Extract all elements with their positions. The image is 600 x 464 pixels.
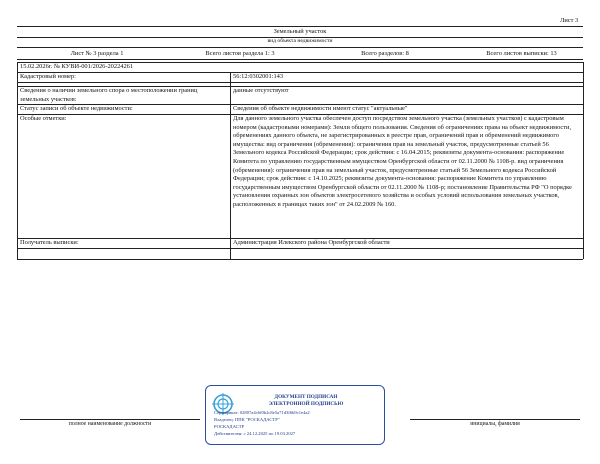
section-subtitle: вид объекта недвижимости	[267, 38, 333, 44]
special-notes-value: Для данного земельного участка обеспечен доступ посредством земельного участка (земельных участков) с кадастровым номером (кадастровыми номерами): Земли общего пользования. Сведения об ограничениях права на объект недвижимости, обременениях данного объекта, не зарегистрированных в реестре прав, ограничений прав и обременений недвижимого имущества: вид ограничения (обременения): ограничения прав на земельный участок, предусмотренные статьей 56 Земельного кодекса Российской Федерации; срок действия: с 16.04.2015; реквизиты документа-основания: распоряжение Комитета по управлению государственным имуществом Оренбургской области от 02.11.2000 № 1108-р. вид ограничения (обременения): ограничения прав на земельный участок, предусмотренные статьей 56 Земельного кодекса Российской Федерации; срок действия: с 14.10.2025; реквизиты документа-основания: распоряжение Комитета по управлению государственным имуществом Оренбургской области от 02.11.2000 № 1108-р; постановление Правительства РФ "О порядке установления охранных зон объектов электросетевого хозяйства и особых условий использования земельных участков, расположенных в границах таких зон" от 24.02.2009 № 160.	[233, 115, 572, 208]
special-notes-label: Особые отметки:	[20, 115, 67, 122]
total-sheets-section: Всего листов раздела 1: 3	[205, 50, 275, 57]
cadastral-value: 56:12:0302001:143	[233, 73, 284, 80]
divider	[17, 59, 583, 60]
stamp-validity: Действителен: с 24.12.2025 по 19.03.2027	[214, 431, 296, 436]
total-sheets-extract: Всего листов выписки: 13	[486, 50, 557, 57]
status-label: Статус записи об объекте недвижимости:	[20, 105, 133, 112]
section-title: Земельный участок	[273, 28, 327, 35]
dispute-value: данные отсутствуют	[233, 87, 289, 94]
initials-caption: инициалы, фамилия	[470, 421, 520, 427]
stamp-title: ДОКУМЕНТ ПОДПИСАН	[274, 394, 338, 400]
column-divider	[230, 72, 231, 259]
stamp-owner-org: РОСКАДАСТР	[214, 424, 245, 429]
stamp-subtitle: ЭЛЕКТРОННОЙ ПОДПИСЬЮ	[268, 401, 344, 407]
status-value: Сведения об объекте недвижимости имеют статус "актуальные"	[233, 105, 408, 112]
stamp-owner: Владелец: ППК "РОСКАДАСТР"	[214, 417, 280, 422]
sheet-of-section: Лист № 3 раздела 1	[70, 50, 124, 57]
divider	[17, 47, 583, 48]
cadastral-label: Кадастровый номер:	[20, 73, 76, 80]
stamp-certificate: Сертификат: 02807a4c6f0b2c8e5a71d3f6b9c1e4a2	[214, 410, 310, 415]
total-sections: Всего разделов: 8	[361, 50, 409, 57]
table-border-left	[17, 62, 18, 259]
divider	[17, 26, 583, 27]
recipient-label: Получатель выписки:	[20, 239, 79, 246]
electronic-signature-stamp	[205, 385, 385, 445]
position-caption: полное наименование должности	[68, 421, 152, 427]
sheet-number: Лист 3	[560, 17, 579, 24]
dispute-label: Сведения о наличии земельного спора о местоположении границ земельных участков:	[20, 87, 198, 103]
row-divider	[17, 82, 583, 83]
row-divider	[17, 72, 583, 73]
row-divider	[17, 248, 583, 249]
table-border-bottom	[17, 259, 583, 260]
extract-number: 15.02.2026г. № КУВИ-001/2026-20224261	[20, 63, 134, 70]
recipient-value: Администрация Илекского района Оренбургской области	[233, 239, 390, 246]
table-border-right	[583, 62, 584, 259]
